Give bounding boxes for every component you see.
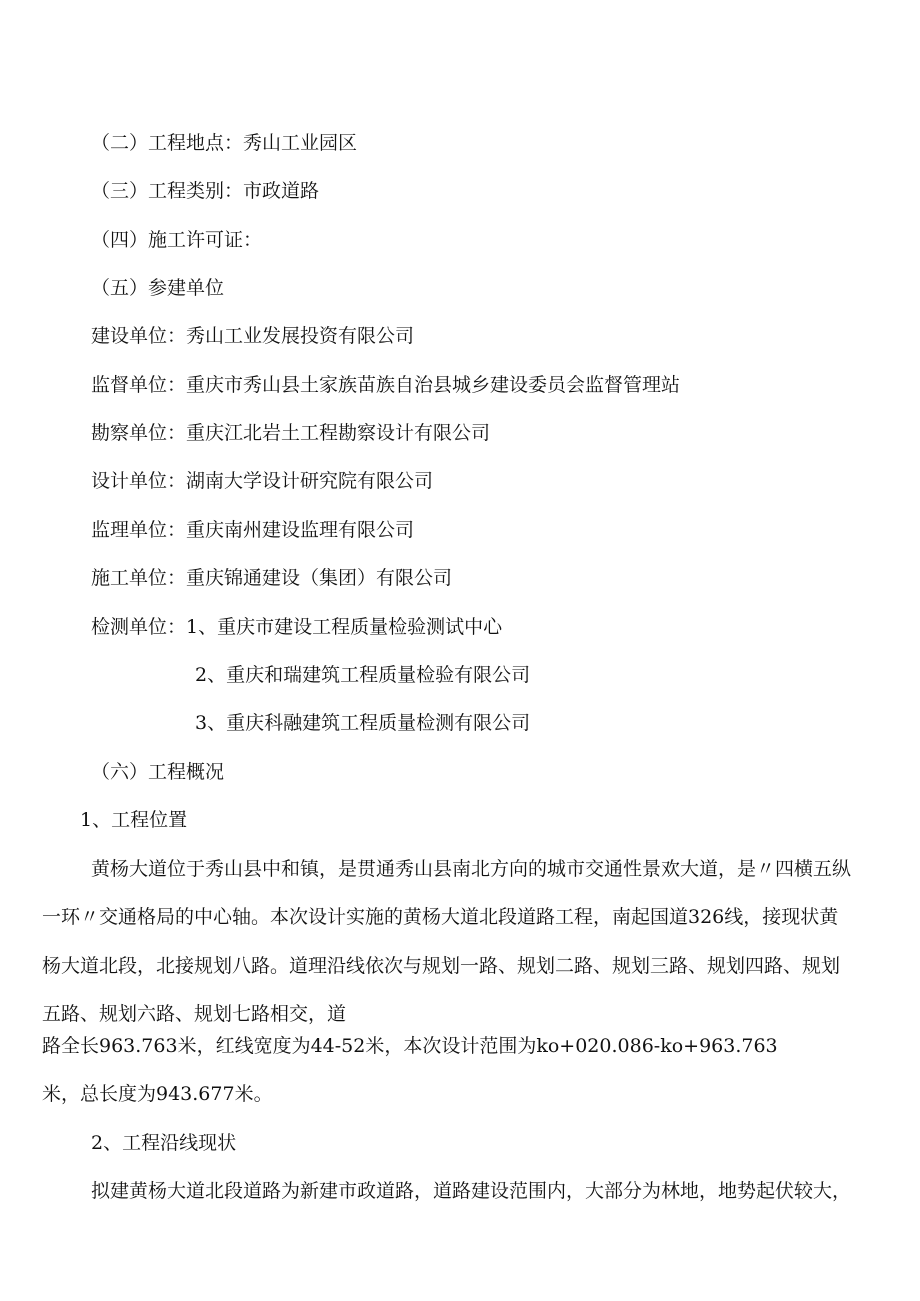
paragraph-line: 五路、规划六路、规划七路相交，道 <box>42 1003 347 1025</box>
section-permit: （四）施工许可证： <box>91 229 263 251</box>
paragraph-line: 米，总长度为943.677米。 <box>42 1083 273 1105</box>
unit-builder: 建设单位：秀山工业发展投资有限公司 <box>91 325 415 347</box>
paragraph-line: 一环〃交通格局的中心轴。本次设计实施的黄杨大道北段道路工程，南起国道326线，接现状黄 <box>42 906 839 928</box>
unit-supervision: 监理单位：重庆南州建设监理有限公司 <box>91 519 415 541</box>
section-units: （五）参建单位 <box>91 277 225 299</box>
unit-testing-3: 3、重庆科融建筑工程质量检测有限公司 <box>195 712 531 734</box>
section-location: （二）工程地点：秀山工业园区 <box>91 132 358 154</box>
unit-design: 设计单位：湖南大学设计研究院有限公司 <box>91 470 434 492</box>
sub-heading-status: 2、工程沿线现状 <box>91 1132 237 1154</box>
unit-construction: 施工单位：重庆锦通建设（集团）有限公司 <box>91 567 453 589</box>
unit-testing-2: 2、重庆和瑞建筑工程质量检验有限公司 <box>195 664 531 686</box>
unit-testing-1: 检测单位：1、重庆市建设工程质量检验测试中心 <box>91 616 503 638</box>
section-overview: （六）工程概况 <box>91 761 225 783</box>
paragraph-line: 杨大道北段，北接规划八路。道理沿线依次与规划一路、规划二路、规划三路、规划四路、规划 <box>42 955 841 977</box>
paragraph-line: 黄杨大道位于秀山县中和镇，是贯通秀山县南北方向的城市交通性景欢大道，是〃四横五纵 <box>91 858 852 880</box>
unit-survey: 勘察单位：重庆江北岩土工程勘察设计有限公司 <box>91 422 491 444</box>
sub-heading-position: 1、工程位置 <box>80 809 188 831</box>
paragraph-line: 拟建黄杨大道北段道路为新建市政道路，道路建设范围内，大部分为林地，地势起伏较大， <box>91 1180 852 1202</box>
section-category: （三）工程类别：市政道路 <box>91 180 320 202</box>
unit-supervisory: 监督单位：重庆市秀山县土家族苗族自治县城乡建设委员会监督管理站 <box>91 374 681 396</box>
paragraph-line: 路全长963.763米，红线宽度为44-52米，本次设计范围为ko+020.086-ko+963.763 <box>42 1035 778 1057</box>
